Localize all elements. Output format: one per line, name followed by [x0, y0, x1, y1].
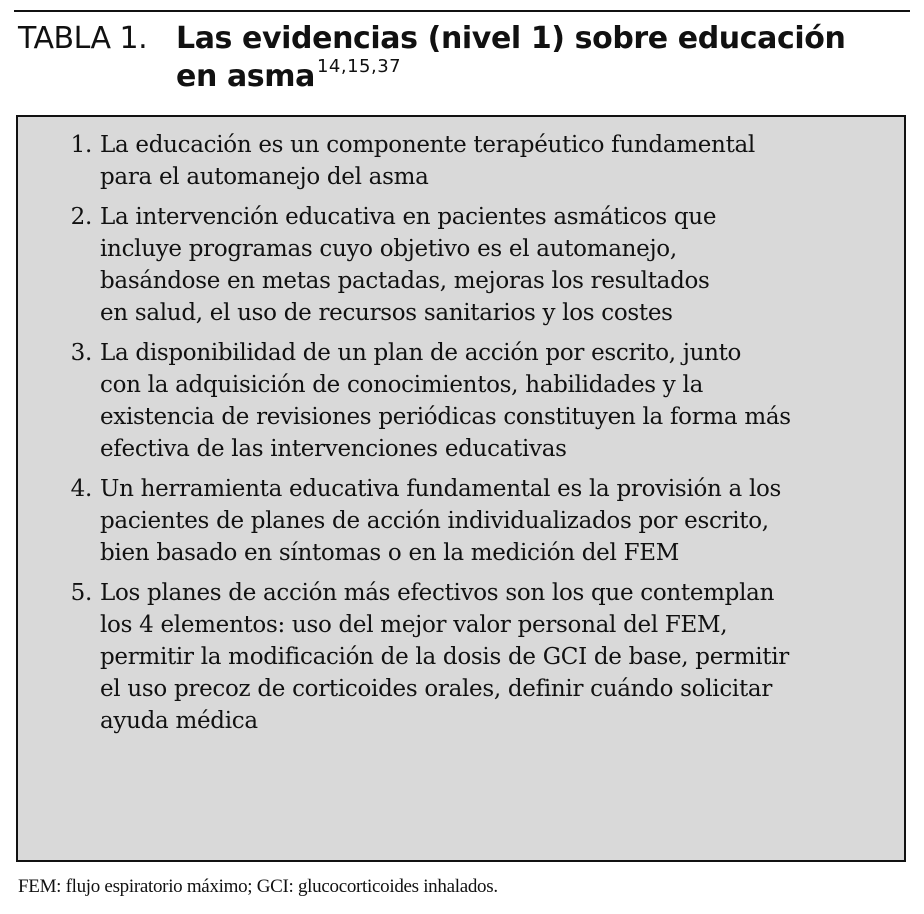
title-text-line-1: Las evidencias (nivel 1) sobre educación — [176, 21, 846, 56]
evidence-item-line: La educación es un componente terapéutico fundamental — [100, 132, 755, 158]
evidence-item-line: existencia de revisiones periódicas constituyen la forma más — [100, 404, 791, 430]
evidence-item — [18, 337, 904, 473]
evidence-item-line: incluye programas cuyo objetivo es el automanejo, — [100, 236, 677, 262]
evidence-item-line: Un herramienta educativa fundamental es la provisión a los — [100, 476, 782, 502]
evidence-item-text — [100, 201, 904, 329]
evidence-item-number: 1. — [70, 132, 92, 158]
table-title — [18, 20, 898, 96]
evidence-item-line: los 4 elementos: uso del mejor valor personal del FEM, — [100, 612, 728, 638]
evidence-item — [18, 473, 904, 577]
title-references: 14,15,37 — [316, 56, 402, 77]
evidence-item-number: 2. — [70, 204, 92, 230]
evidence-item-text — [100, 129, 904, 193]
evidence-item — [18, 129, 904, 201]
evidence-item — [18, 577, 904, 745]
title-line-1 — [18, 20, 898, 58]
evidence-item-number: 5. — [70, 580, 92, 606]
evidence-item-line: La intervención educativa en pacientes asmáticos que — [100, 204, 717, 230]
evidence-item-line: ayuda médica — [100, 708, 258, 734]
title-line-2 — [18, 58, 898, 96]
evidence-item — [18, 201, 904, 337]
evidence-item-line: efectiva de las intervenciones educativas — [100, 436, 567, 462]
evidence-item-line: basándose en metas pactadas, mejoras los resultados — [100, 268, 710, 294]
table-label: TABLA 1. — [18, 21, 148, 56]
title-text-line-2: en asma — [176, 59, 315, 94]
evidence-box — [16, 115, 906, 862]
evidence-item-line: permitir la modificación de la dosis de GCI de base, permitir — [100, 644, 789, 670]
evidence-item-text — [100, 337, 904, 465]
evidence-item-number: 3. — [70, 340, 92, 366]
evidence-item-line: bien basado en síntomas o en la medición del FEM — [100, 540, 679, 566]
top-rule — [14, 10, 910, 12]
footnote: FEM: flujo espiratorio máximo; GCI: glucocorticoides inhalados. — [18, 876, 498, 897]
evidence-item-text — [100, 473, 904, 569]
evidence-item-line: para el automanejo del asma — [100, 164, 429, 190]
evidence-item-number: 4. — [70, 476, 92, 502]
evidence-item-line: pacientes de planes de acción individualizados por escrito, — [100, 508, 769, 534]
evidence-item-line: en salud, el uso de recursos sanitarios y los costes — [100, 300, 673, 326]
evidence-item-line: con la adquisición de conocimientos, habilidades y la — [100, 372, 703, 398]
evidence-item-text — [100, 577, 904, 737]
evidence-item-line: Los planes de acción más efectivos son los que contemplan — [100, 580, 775, 606]
evidence-item-line: el uso precoz de corticoides orales, definir cuándo solicitar — [100, 676, 773, 702]
evidence-item-line: La disponibilidad de un plan de acción por escrito, junto — [100, 340, 742, 366]
